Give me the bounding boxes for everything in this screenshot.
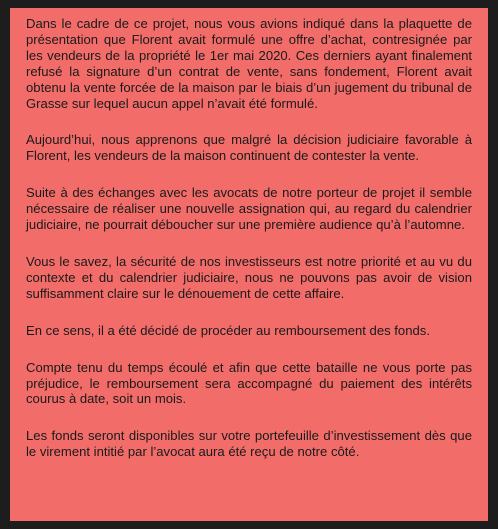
paragraph-interest-payment: Compte tenu du temps écoulé et afin que cette bataille ne vous porte pas préjudice, le remboursement sera accompagné du paiement des intérêts courus à date, soit un mois. (26, 359, 472, 407)
paragraph-funds-availability: Les fonds seront disponibles sur votre portefeuille d’investissement dès que le virement intitié par l’avocat aura été reçu de notre côté. (26, 428, 472, 460)
message-panel (10, 8, 488, 521)
paragraph-sellers-contest: Aujourd’hui, nous apprenons que malgré la décision judiciaire favorable à Florent, les vendeurs de la maison continuent de contester la vente. (26, 132, 472, 164)
paragraph-refund-decision: En ce sens, il a été décidé de procéder au remboursement des fonds. (26, 322, 430, 338)
paragraph-new-assignment: Suite à des échanges avec les avocats de notre porteur de projet il semble nécessaire de réaliser une nouvelle assignation qui, au regard du calendrier judiciaire, ne pourrait déboucher sur une première audience qu’à l’automne. (26, 185, 472, 233)
paragraph-promise-of-sale: Dans le cadre de ce projet, nous vous avions indiqué dans la plaquette de présentation que Florent avait formulé une offre d’achat, contresignée par les vendeurs de la propriété le 1er mai 2020. Ces derniers ayant finalement refusé la signature d’un contrat de vente, sans fondement, Florent avait obtenu la vente forcée de la maison par le biais d’un jugement du tribunal de Grasse sur lequel aucun appel n’avait été formulé. (26, 16, 472, 111)
paragraph-investor-security: Vous le savez, la sécurité de nos investisseurs est notre priorité et au vu du contexte et du calendrier judiciaire, nous ne pouvons pas avoir de vision suffisamment claire sur le dénouement de cette affaire. (26, 253, 472, 301)
